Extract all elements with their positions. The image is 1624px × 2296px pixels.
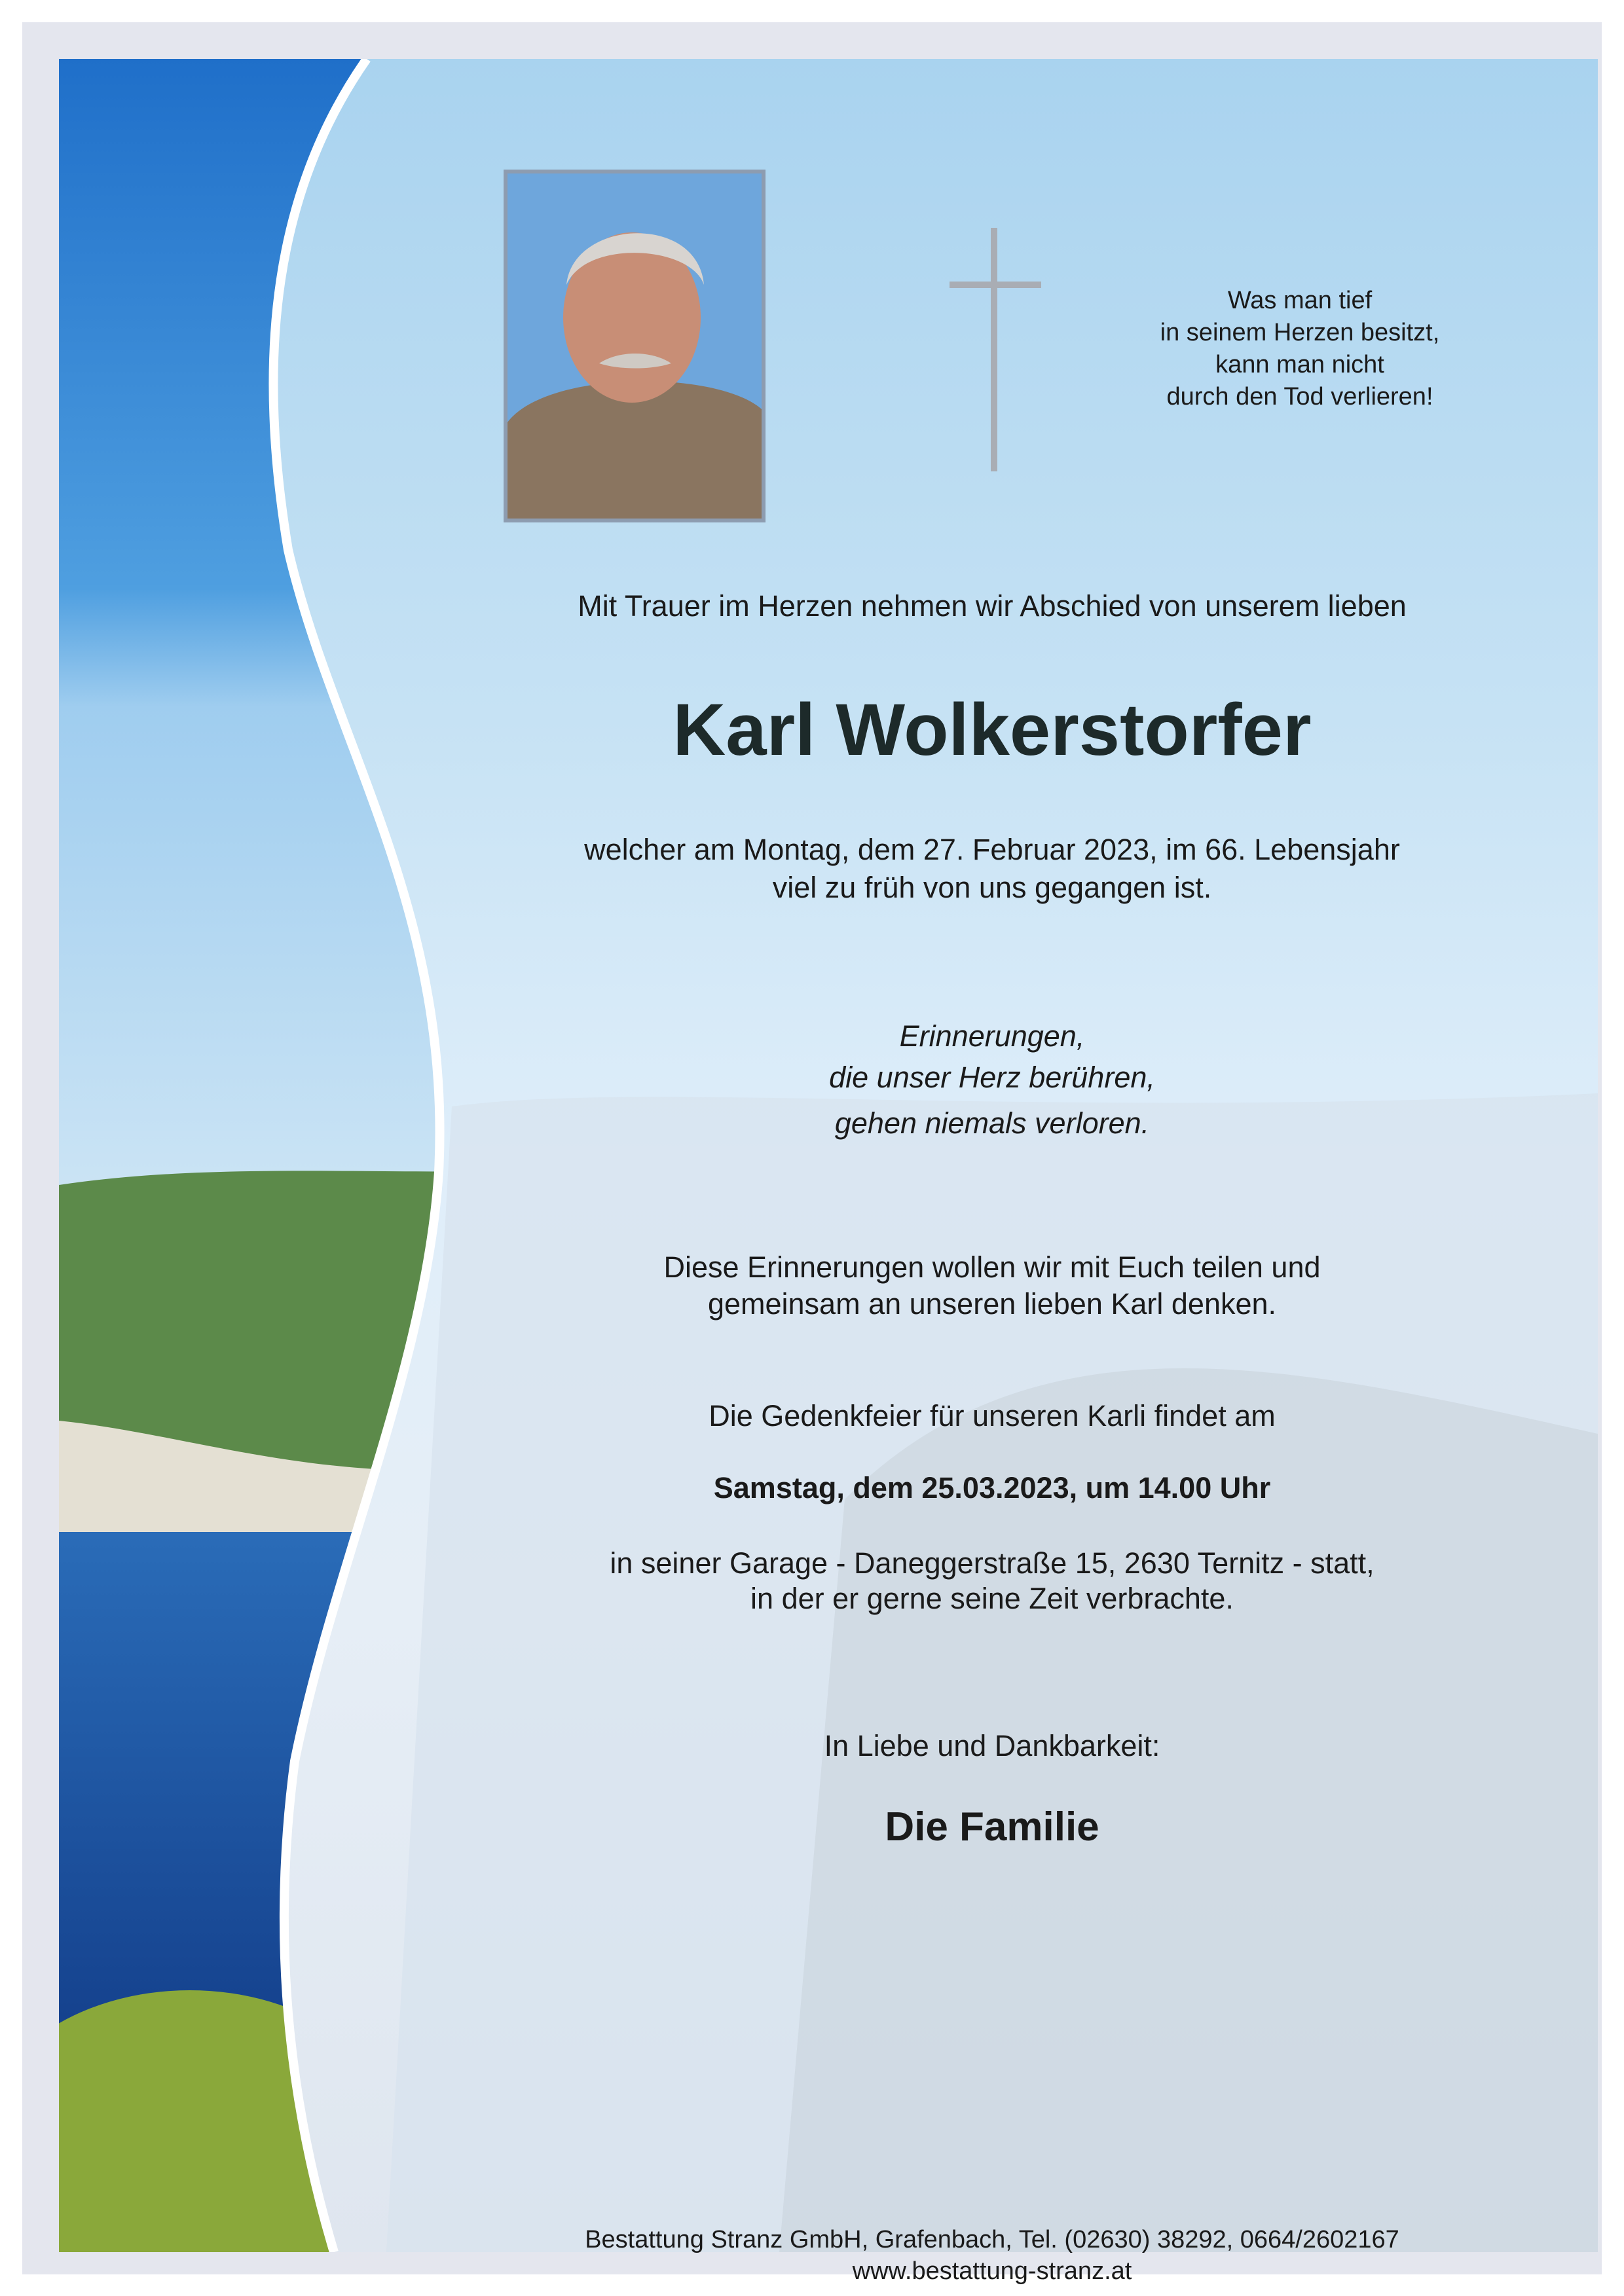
ceremony-place: in der er gerne seine Zeit verbrachte. <box>750 1582 1234 1615</box>
deceased-name: Karl Wolkerstorfer <box>673 689 1312 771</box>
text-column <box>452 0 1532 2296</box>
intro-text: Mit Trauer im Herzen nehmen wir Abschied von unserem lieben <box>578 589 1407 623</box>
death-line: viel zu früh von uns gegangen ist. <box>772 871 1212 904</box>
quote-line: in seinem Herzen besitzt, <box>1160 319 1440 346</box>
ceremony-intro: Die Gedenkfeier für unseren Karli findet am <box>709 1399 1276 1432</box>
funeral-home-website[interactable]: www.bestattung-stranz.at <box>852 2257 1132 2285</box>
signature: Die Familie <box>885 1804 1099 1850</box>
closing-text: In Liebe und Dankbarkeit: <box>824 1729 1160 1762</box>
quote-line: durch den Tod verlieren! <box>1166 383 1433 410</box>
share-line: Diese Erinnerungen wollen wir mit Euch teilen und <box>663 1250 1321 1284</box>
ceremony-date: Samstag, dem 25.03.2023, um 14.00 Uhr <box>713 1471 1271 1504</box>
poem-line: Erinnerungen, <box>899 1019 1085 1053</box>
funeral-home-info: Bestattung Stranz GmbH, Grafenbach, Tel. (02630) 38292, 0664/2602167 <box>585 2226 1399 2253</box>
quote-line: Was man tief <box>1227 287 1373 314</box>
death-line: welcher am Montag, dem 27. Februar 2023, im 66. Lebensjahr <box>584 833 1400 866</box>
share-line: gemeinsam an unseren lieben Karl denken. <box>707 1287 1277 1321</box>
poem-line: gehen niemals verloren. <box>834 1106 1150 1140</box>
poem-line: die unser Herz berühren, <box>829 1061 1155 1094</box>
ceremony-place: in seiner Garage - Daneggerstraße 15, 2630 Ternitz - statt, <box>610 1546 1375 1580</box>
quote-line: kann man nicht <box>1215 351 1384 378</box>
